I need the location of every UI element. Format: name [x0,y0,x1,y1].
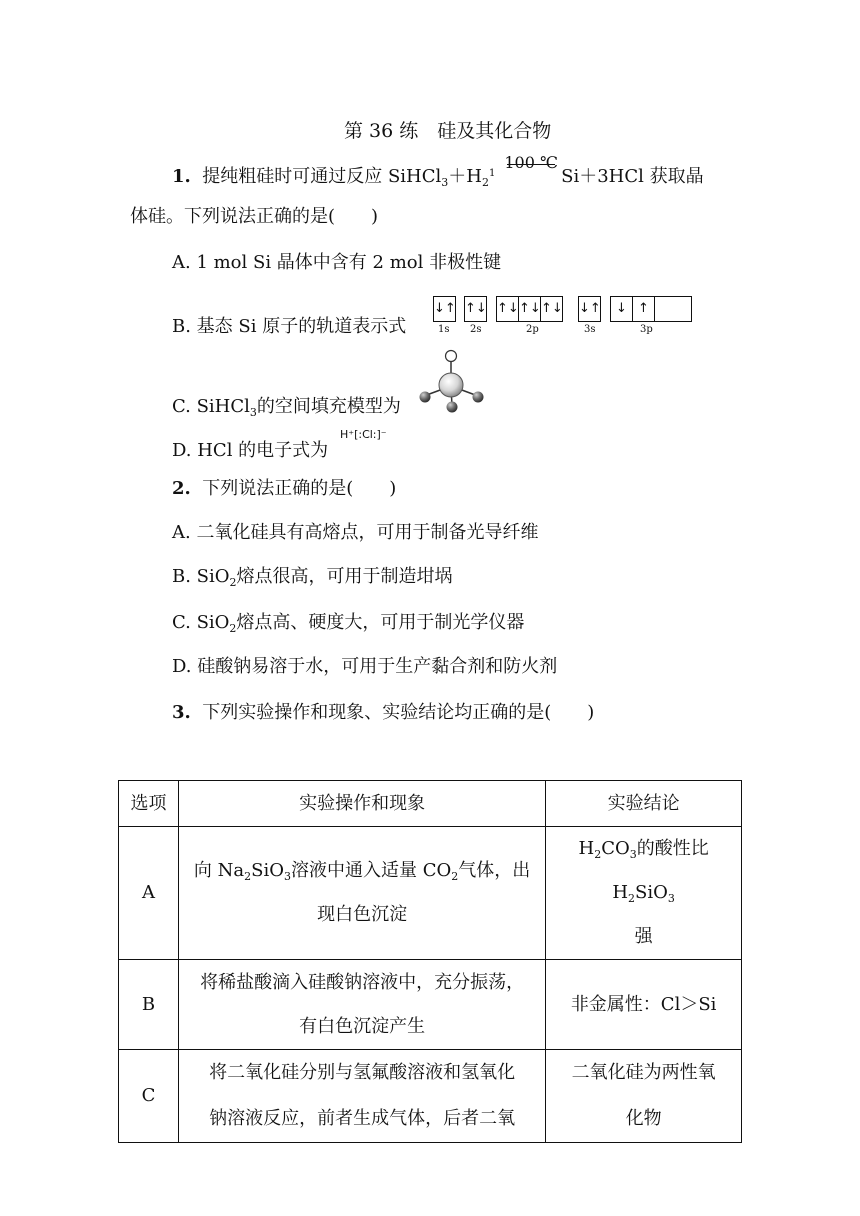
orbital-1s: ↓↑ [433,296,455,322]
table-row [119,960,742,1050]
row-b-conclusion: 非金属性：Cl＞Si [546,960,742,1050]
q1-number: 1. [172,166,191,187]
table-row [119,827,742,960]
q1-option-c: C. SiHCl$_3$的空间填充模型为 [172,396,401,419]
reaction-condition: 100 ℃ [504,153,558,172]
q1-option-b: B. 基态 Si 原子的轨道表示式 [172,316,407,337]
q2-stem: 2. 下列说法正确的是( ) [172,478,397,499]
header-option: 选项 [119,781,179,827]
page-title: 第 36 练 硅及其化合物 [344,120,552,142]
row-a-operation: 向 $Na_2SiO_3$溶液中通入适量 $CO_2$气体，出 现白色沉淀 [178,827,545,960]
q2-option-d: D. 硅酸钠易溶于水，可用于生产黏合剂和防火剂 [172,656,558,677]
orbital-label-1s: 1s [438,324,450,335]
row-a-conclusion: $H_2CO_3$的酸性比 $H_2SiO_3$ 强 [546,827,742,960]
q1-stem-pre: 提纯粗硅时可通过反应 SiHCl [202,166,442,187]
orbital-2s: ↑↓ [464,296,486,322]
q1-option-d: D. HCl 的电子式为 [172,440,329,461]
space-filling-model-image [416,348,488,414]
row-c-option: C [119,1050,179,1143]
orbital-label-3s: 3s [584,324,596,335]
row-b-option: B [119,960,179,1050]
q2-option-a: A. 二氧化硅具有高熔点，可用于制备光导纤维 [172,522,539,543]
orbital-label-2s: 2s [470,324,482,335]
experiment-table [118,780,742,1143]
orbital-2p: ↑↓ ↑↓ ↑↓ [496,296,562,322]
q2-option-b: B. SiO$_2$熔点很高，可用于制造坩埚 [172,566,453,589]
q2-number: 2. [172,478,191,499]
orbital-3s: ↓↑ [578,296,600,322]
orbital-label-3p: 3p [640,324,653,335]
q2-option-c: C. SiO$_2$熔点高、硬度大，可用于制光学仪器 [172,612,525,635]
table-row [119,1050,742,1143]
q3-stem: 3. 下列实验操作和现象、实验结论均正确的是( ) [172,702,595,723]
q1-stem-line2: 体硅。下列说法正确的是( ) [130,206,379,227]
q1-option-a: A. 1 mol Si 晶体中含有 2 mol 非极性键 [172,252,502,273]
q3-number: 3. [172,702,191,723]
header-operation: 实验操作和现象 [178,781,545,827]
row-a-option: A [119,827,179,960]
hcl-electron-formula: H⁺[:Cl:]⁻ [340,428,387,441]
q1-stem-line1: 1. 提纯粗硅时可通过反应 $SiHCl_3+H_2^1$ 100 ℃ Si＋3HCl 获取晶 [172,153,704,189]
row-b-operation: 将稀盐酸滴入硅酸钠溶液中，充分振荡， 有白色沉淀产生 [178,960,545,1050]
orbital-label-2p: 2p [526,324,539,335]
row-c-operation: 将二氧化硅分别与氢氟酸溶液和氢氧化 钠溶液反应，前者生成气体，后者二氧 [178,1050,545,1143]
row-c-conclusion: 二氧化硅为两性氧 化物 [546,1050,742,1143]
table-header-row [119,781,742,827]
header-conclusion: 实验结论 [546,781,742,827]
orbital-3p: ↓ ↑ [610,296,691,322]
